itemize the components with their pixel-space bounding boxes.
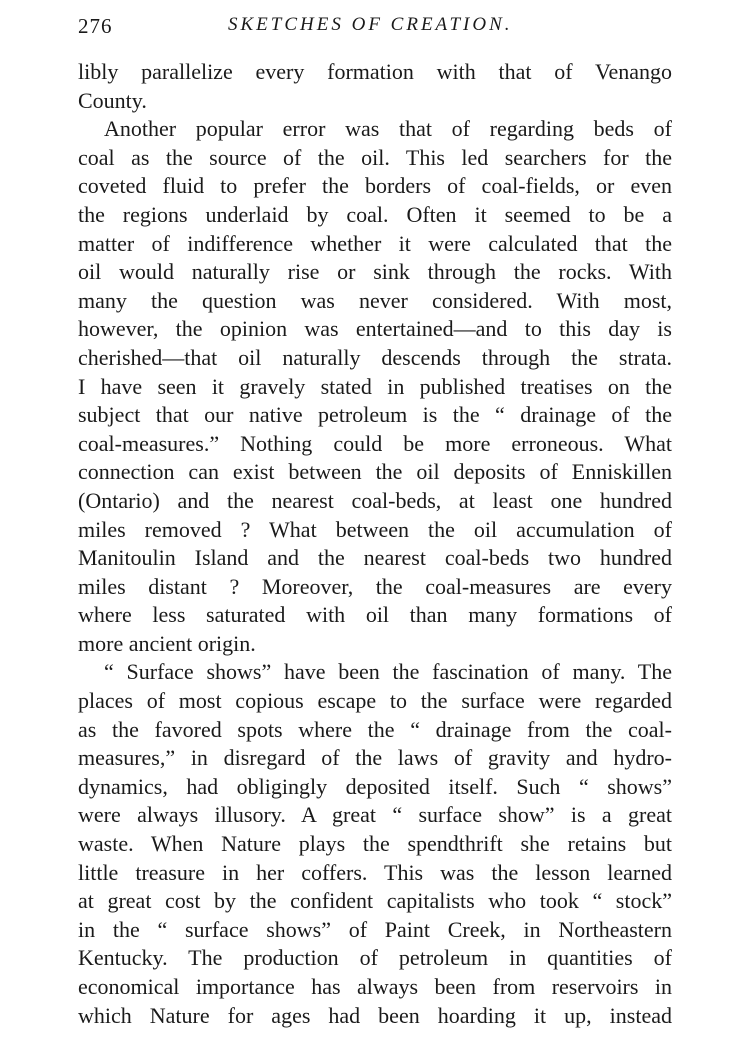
text-line: Another popular error was that of regarding beds of <box>104 116 672 142</box>
text-line: “ Surface shows” have been the fascination of many. The <box>104 659 672 685</box>
running-head <box>78 14 672 42</box>
text-line: oil would naturally rise or sink through the rocks. With <box>78 259 672 285</box>
text-line: miles distant ? Moreover, the coal-measures are every <box>78 573 672 599</box>
text-line: at great cost by the confident capitalists who took “ stock” <box>78 888 672 914</box>
text-line: more ancient origin. <box>78 630 256 656</box>
running-title: SKETCHES OF CREATION. <box>228 14 513 35</box>
text-line: libly parallelize every formation with that of Venango <box>78 59 672 84</box>
text-line: as the favored spots where the “ drainage from the coal- <box>78 716 672 742</box>
text-line: matter of indifference whether it were calculated that the <box>78 230 672 256</box>
text-line: (Ontario) and the nearest coal-beds, at least one hundred <box>78 487 672 513</box>
text-line: coal as the source of the oil. This led searchers for the <box>78 144 672 170</box>
text-line: dynamics, had obligingly deposited itself. Such “ shows” <box>78 773 672 799</box>
text-line: little treasure in her coffers. This was the lesson learned <box>78 859 672 885</box>
paragraph-3 <box>78 658 672 1030</box>
text-line: miles removed ? What between the oil accumulation of <box>78 516 672 542</box>
text-line: which Nature for ages had been hoarding it up, instead <box>78 1002 672 1028</box>
text-line: I have seen it gravely stated in published treatises on the <box>78 373 672 399</box>
text-line: the regions underlaid by coal. Often it seemed to be a <box>78 201 672 227</box>
text-line: Kentucky. The production of petroleum in quantities of <box>78 945 672 971</box>
paragraph-1 <box>78 58 672 115</box>
text-line: economical importance has always been from reservoirs in <box>78 974 672 999</box>
text-line: cherished—that oil naturally descends through the strata. <box>78 344 672 370</box>
text-line: places of most copious escape to the surface were regarded <box>78 688 672 714</box>
body-text <box>78 58 672 1030</box>
text-line: measures,” in disregard of the laws of gravity and hydro- <box>78 745 672 771</box>
page-number: 276 <box>78 14 113 38</box>
paragraph-2 <box>78 115 672 658</box>
text-line: however, the opinion was entertained—and to this day is <box>78 316 672 342</box>
text-line: in the “ surface shows” of Paint Creek, in Northeastern <box>78 916 672 942</box>
text-line: waste. When Nature plays the spendthrift she retains but <box>78 831 672 857</box>
text-line: Manitoulin Island and the nearest coal-beds two hundred <box>78 545 672 571</box>
text-line: many the question was never considered. With most, <box>78 287 672 313</box>
text-line: subject that our native petroleum is the “ drainage of the <box>78 402 672 428</box>
text-line: coal-measures.” Nothing could be more erroneous. What <box>78 430 672 456</box>
text-line: where less saturated with oil than many formations of <box>78 602 672 628</box>
text-line: were always illusory. A great “ surface show” is a great <box>78 802 672 828</box>
text-line: connection can exist between the oil deposits of Enniskillen <box>78 459 672 485</box>
text-line: County. <box>78 87 147 113</box>
text-line: coveted fluid to prefer the borders of coal-fields, or even <box>78 173 672 199</box>
